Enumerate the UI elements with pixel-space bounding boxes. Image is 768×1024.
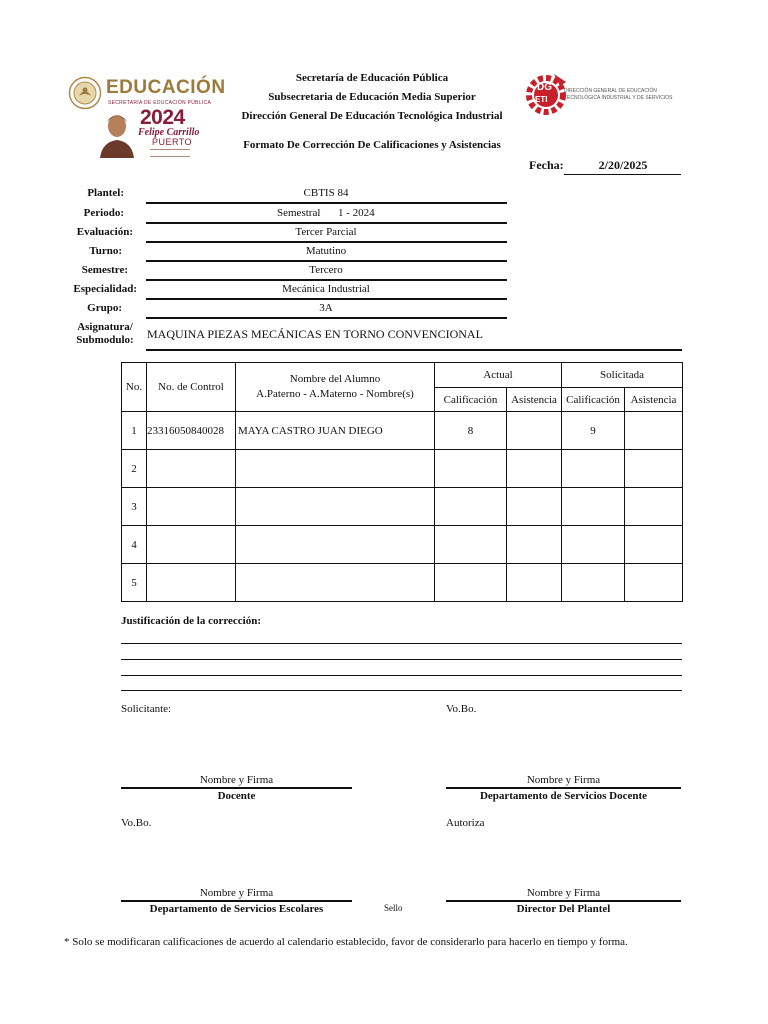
asignatura-label-1: Asignatura/ (77, 321, 133, 333)
director-title: Director Del Plantel (516, 903, 611, 915)
especialidad-value[interactable]: Mecánica Industrial (282, 283, 370, 295)
header-line-2: Subsecretaria de Educación Media Superior (268, 91, 476, 103)
turno-value[interactable]: Matutino (305, 245, 347, 257)
cell-actual-calificacion[interactable]: 8 (435, 412, 507, 450)
cell-nombre[interactable] (236, 450, 435, 488)
cell-no: 2 (122, 450, 147, 488)
cell-actual-calificacion[interactable] (435, 564, 507, 602)
vobo-2-label: Vo.Bo. (121, 817, 152, 829)
fecha-label: Fecha: (529, 158, 564, 172)
cell-solicitada-calificacion[interactable] (562, 488, 625, 526)
depto-docente-nombre-firma[interactable]: Nombre y Firma (526, 774, 601, 786)
cell-actual-asistencia[interactable] (507, 564, 562, 602)
header-control: No. de Control (147, 363, 236, 412)
cell-actual-calificacion[interactable] (435, 526, 507, 564)
periodo-value[interactable]: Semestral (277, 207, 321, 219)
evaluacion-label: Evaluación: (76, 226, 133, 238)
escolares-title: Departamento de Servicios Escolares (149, 903, 324, 915)
cell-solicitada-calificacion[interactable] (562, 450, 625, 488)
cell-actual-calificacion[interactable] (435, 488, 507, 526)
cell-solicitada-asistencia[interactable] (625, 488, 683, 526)
asignatura-value[interactable]: MAQUINA PIEZAS MECÁNICAS EN TORNO CONVENCIONAL (147, 327, 483, 341)
table-row (122, 412, 683, 450)
justificacion-line-4[interactable] (121, 690, 682, 691)
director-nombre-firma[interactable]: Nombre y Firma (526, 887, 601, 899)
turno-underline (146, 260, 507, 262)
header-line-1: Secretaría de Educación Pública (295, 72, 449, 84)
cell-nombre[interactable] (236, 526, 435, 564)
cell-control[interactable] (147, 488, 236, 526)
asignatura-underline (146, 349, 682, 351)
cell-no: 3 (122, 488, 147, 526)
vobo-label: Vo.Bo. (446, 703, 477, 715)
cell-control[interactable]: 23316050840028 (147, 412, 236, 450)
periodo-underline (146, 222, 507, 224)
cell-actual-asistencia[interactable] (507, 450, 562, 488)
evaluacion-value[interactable]: Tercer Parcial (295, 226, 357, 238)
turno-label: Turno: (89, 245, 122, 257)
portrait-icon (96, 108, 138, 158)
semestre-value[interactable]: Tercero (309, 264, 343, 276)
cell-solicitada-asistencia[interactable] (625, 412, 683, 450)
cell-actual-calificacion[interactable] (435, 450, 507, 488)
plantel-underline (146, 202, 507, 204)
header-nombre-line-2: A.Paterno - A.Materno - Nombre(s) (256, 388, 414, 400)
sello-label: Sello (384, 903, 403, 913)
cell-control[interactable] (147, 450, 236, 488)
semestre-label: Semestre: (81, 264, 128, 276)
cell-solicitada-asistencia[interactable] (625, 526, 683, 564)
justificacion-line-1[interactable] (121, 643, 682, 644)
solicitante-label: Solicitante: (121, 703, 172, 715)
cell-solicitada-asistencia[interactable] (625, 450, 683, 488)
docente-title: Docente (217, 790, 256, 802)
cell-actual-asistencia[interactable] (507, 488, 562, 526)
header-actual: Actual (435, 363, 562, 388)
table-row (122, 526, 683, 564)
header-solicitada-asistencia: Asistencia (625, 388, 683, 412)
cell-control[interactable] (147, 564, 236, 602)
docente-signature-line (121, 787, 352, 789)
autoriza-label: Autoriza (446, 817, 485, 829)
header-no: No. (122, 363, 147, 412)
header-actual-asistencia: Asistencia (507, 388, 562, 412)
cell-no: 4 (122, 526, 147, 564)
sep-brand-text: EDUCACIÓN (106, 77, 226, 98)
dgeti-text-1: DIRECCIÓN GENERAL DE EDUCACIÓN (564, 88, 657, 94)
header-line-3: Dirección General De Educación Tecnológica Industrial (241, 110, 503, 122)
depto-docente-signature-line (446, 787, 681, 789)
dgeti-text-2: TECNOLÓGICA INDUSTRIAL Y DE SERVICIOS (564, 95, 673, 101)
periodo-value-2[interactable]: 1 - 2024 (338, 207, 375, 219)
depto-docente-title: Departamento de Servicios Docente (479, 790, 648, 802)
plantel-label: Plantel: (87, 187, 124, 199)
especialidad-underline (146, 298, 507, 300)
cell-no: 1 (122, 412, 147, 450)
dgeti-logo (524, 72, 684, 120)
fecha-underline (564, 174, 681, 175)
cell-solicitada-asistencia[interactable] (625, 564, 683, 602)
table-row (122, 450, 683, 488)
dgeti-badge-bottom: ETI (535, 95, 548, 104)
cell-actual-asistencia[interactable] (507, 526, 562, 564)
plantel-value[interactable]: CBTIS 84 (303, 187, 349, 199)
semestre-underline (146, 279, 507, 281)
evaluacion-underline (146, 241, 507, 243)
escolares-nombre-firma[interactable]: Nombre y Firma (199, 887, 274, 899)
sep-sub-text: SECRETARÍA DE EDUCACIÓN PÚBLICA (108, 100, 212, 106)
header-actual-calificacion: Calificación (435, 388, 507, 412)
fecha-value[interactable]: 2/20/2025 (598, 158, 648, 172)
year-logo-lines (150, 149, 190, 157)
footnote: * Solo se modificaran calificaciones de acuerdo al calendario establecido, favor de considerarlo para hacerlo en tiempo y forma. (64, 936, 628, 948)
header-solicitada-calificacion: Calificación (562, 388, 625, 412)
cell-actual-asistencia[interactable] (507, 412, 562, 450)
form-title: Formato De Corrección De Calificaciones y Asistencias (243, 139, 501, 151)
header-nombre (236, 363, 435, 412)
year-name-1: Felipe Carrillo (138, 127, 200, 138)
cell-no: 5 (122, 564, 147, 602)
year-2024-logo (96, 108, 201, 160)
justificacion-label: Justificación de la corrección: (121, 615, 262, 627)
justificacion-line-3[interactable] (121, 675, 682, 676)
cell-solicitada-calificacion[interactable]: 9 (562, 412, 625, 450)
grupo-label: Grupo: (87, 302, 122, 314)
table-row (122, 564, 683, 602)
header-nombre-line-1: Nombre del Alumno (289, 373, 381, 385)
year-badge: 2024 (140, 106, 185, 129)
docente-nombre-firma[interactable]: Nombre y Firma (199, 774, 274, 786)
mexico-seal-icon (68, 76, 102, 110)
periodo-label: Periodo: (83, 207, 124, 219)
year-name-2: PUERTO (152, 137, 193, 147)
table-row (122, 488, 683, 526)
header-solicitada: Solicitada (562, 363, 683, 388)
grupo-value[interactable]: 3A (319, 302, 333, 314)
cell-nombre[interactable] (236, 488, 435, 526)
justificacion-line-2[interactable] (121, 659, 682, 660)
asignatura-label-2: Submodulo: (76, 334, 134, 346)
especialidad-label: Especialidad: (73, 283, 137, 295)
dgeti-badge-top: DG (537, 82, 552, 93)
cell-solicitada-calificacion[interactable] (562, 564, 625, 602)
escolares-signature-line (121, 900, 352, 902)
cell-control[interactable] (147, 526, 236, 564)
cell-solicitada-calificacion[interactable] (562, 526, 625, 564)
grades-table (121, 362, 683, 602)
grupo-underline (146, 317, 507, 319)
director-signature-line (446, 900, 681, 902)
cell-nombre[interactable] (236, 564, 435, 602)
cell-nombre[interactable]: MAYA CASTRO JUAN DIEGO (236, 412, 435, 450)
